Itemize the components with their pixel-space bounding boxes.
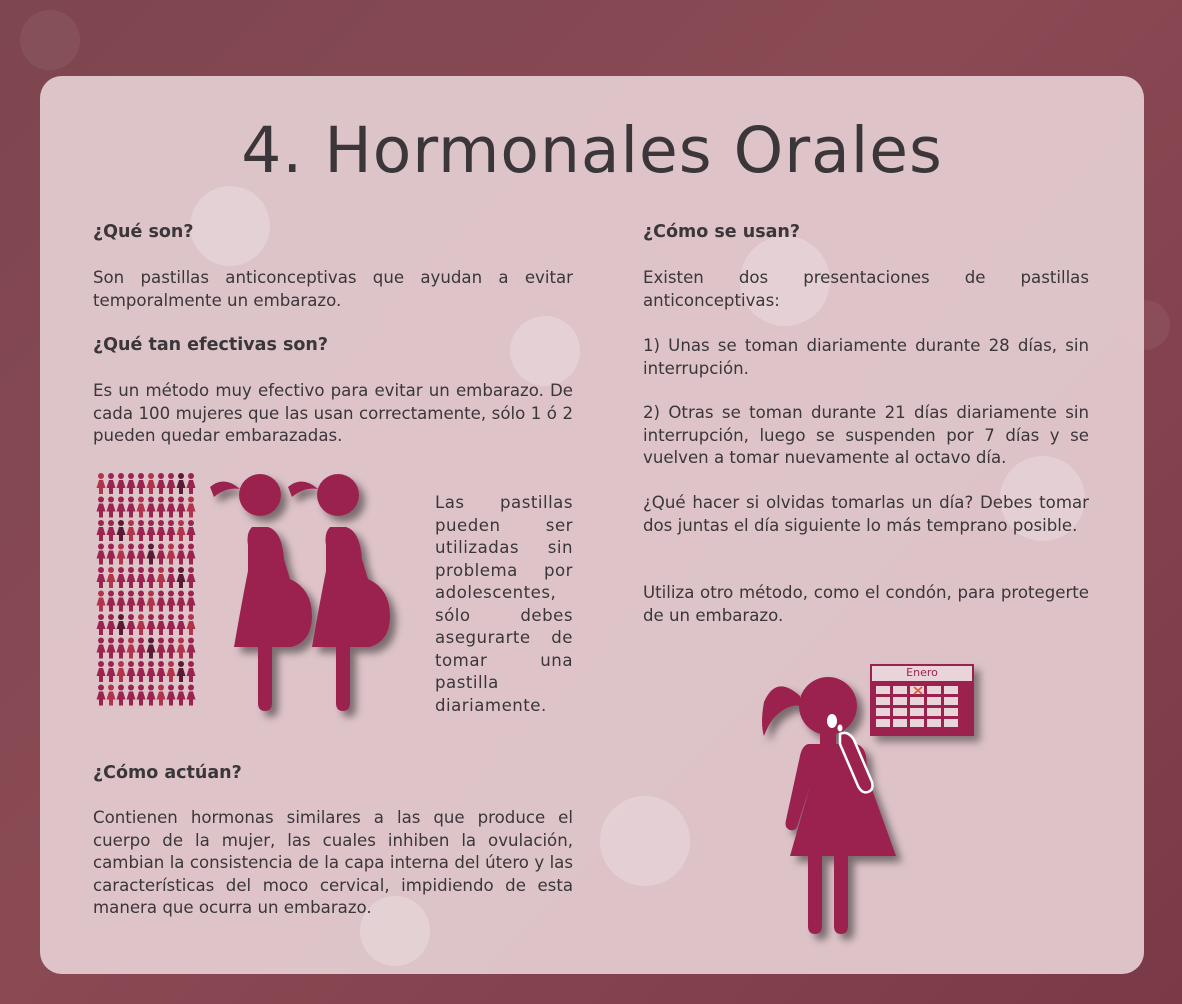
woman-figure: [97, 638, 106, 659]
text-presentaciones: Existen dos presentaciones de pastillas anticonceptivas:: [643, 268, 1089, 310]
woman-figure: [167, 685, 176, 706]
woman-figure: [127, 591, 136, 612]
woman-figure: [117, 544, 126, 565]
woman-figure: [97, 544, 106, 565]
woman-figure: [177, 567, 186, 588]
woman-figure: [107, 520, 116, 541]
woman-figure: [167, 661, 176, 682]
woman-figure: [187, 497, 196, 518]
woman-figure: [177, 497, 186, 518]
woman-figure: [177, 591, 186, 612]
woman-figure: [177, 685, 186, 706]
woman-figure: [167, 520, 176, 541]
woman-figure: [167, 544, 176, 565]
woman-figure: [167, 614, 176, 635]
woman-figure: [127, 544, 136, 565]
text-otro-metodo: Utiliza otro método, como el condón, para protegerte de un embarazo.: [643, 583, 1089, 625]
woman-figure: [107, 544, 116, 565]
woman-figure: [137, 497, 146, 518]
woman-figure: [107, 638, 116, 659]
woman-figure: [157, 638, 166, 659]
woman-figure: [137, 638, 146, 659]
woman-figure: [157, 520, 166, 541]
background-pill: [600, 796, 690, 886]
woman-figure: [107, 661, 116, 682]
woman-figure: [157, 497, 166, 518]
woman-figure: [97, 567, 106, 588]
background-pill: [510, 316, 580, 386]
woman-figure: [127, 638, 136, 659]
heading-efectividad: ¿Qué tan efectivas son?: [93, 335, 329, 355]
woman-figure: [187, 661, 196, 682]
woman-figure: [167, 473, 176, 494]
woman-figure: [117, 497, 126, 518]
woman-figure: [177, 614, 186, 635]
woman-figure: [127, 520, 136, 541]
woman-figure: [107, 685, 116, 706]
woman-figure: [107, 567, 116, 588]
woman-figure: [157, 591, 166, 612]
text-como-actuan: Contienen hormonas similares a las que produce el cuerpo de la mujer, las cuales inhiben la ovulación, cambian la consistencia de la capa interna del útero y las características del moco cervical, impidiendo de esta manera que ocurra un embarazo.: [93, 808, 573, 917]
calendar-month: Enero: [906, 666, 938, 679]
woman-figure: [177, 661, 186, 682]
woman-figure: [167, 497, 176, 518]
text-21-dias: 2) Otras se toman durante 21 días diariamente sin interrupción, luego se suspenden por 7 días y se vuelven a tomar nuevamente al octavo día.: [643, 403, 1089, 467]
adolescentes-note: Las pastillas pueden ser utilizadas sin problema por adolescentes, sólo debes asegurarte de tomar una pastilla diariamente.: [435, 493, 573, 715]
woman-figure: [187, 638, 196, 659]
woman-figure: [147, 544, 156, 565]
woman-figure: [157, 614, 166, 635]
woman-figure: [127, 567, 136, 588]
heading-como-se-usan: ¿Cómo se usan?: [643, 222, 801, 242]
woman-figure: [117, 661, 126, 682]
woman-figure: [137, 473, 146, 494]
woman-figure: [107, 497, 116, 518]
woman-figure: [147, 497, 156, 518]
woman-figure: [157, 685, 166, 706]
woman-figure: [157, 567, 166, 588]
woman-figure: [127, 614, 136, 635]
woman-figure: [137, 614, 146, 635]
woman-figure: [97, 591, 106, 612]
woman-figure: [117, 473, 126, 494]
background-pill: [20, 10, 80, 70]
woman-figure: [157, 661, 166, 682]
women-pictogram: [96, 472, 200, 708]
woman-figure: [147, 638, 156, 659]
woman-figure: [187, 685, 196, 706]
text-28-dias: 1) Unas se toman diariamente durante 28 días, sin interrupción.: [643, 336, 1089, 378]
woman-figure: [117, 520, 126, 541]
woman-figure: [167, 567, 176, 588]
woman-figure: [107, 473, 116, 494]
text-olvido: ¿Qué hacer si olvidas tomarlas un día? Debes tomar dos juntas el día siguiente lo más temprano posible.: [643, 493, 1089, 535]
woman-figure: [127, 661, 136, 682]
woman-figure: [157, 544, 166, 565]
text-que-son: Son pastillas anticonceptivas que ayudan a evitar temporalmente un embarazo.: [93, 268, 573, 310]
woman-figure: [137, 661, 146, 682]
woman-figure: [107, 591, 116, 612]
woman-figure: [137, 520, 146, 541]
woman-figure: [127, 497, 136, 518]
woman-figure: [117, 685, 126, 706]
woman-figure: [137, 544, 146, 565]
woman-figure: [177, 520, 186, 541]
woman-figure: [177, 544, 186, 565]
woman-figure: [137, 685, 146, 706]
woman-figure: [147, 661, 156, 682]
woman-figure: [187, 544, 196, 565]
woman-figure: [157, 473, 166, 494]
woman-figure: [187, 520, 196, 541]
info-panel: [40, 76, 1144, 974]
woman-figure: [177, 638, 186, 659]
woman-figure: [137, 567, 146, 588]
woman-figure: [97, 614, 106, 635]
woman-figure: [147, 591, 156, 612]
woman-figure: [97, 661, 106, 682]
woman-figure: [147, 473, 156, 494]
woman-figure: [127, 685, 136, 706]
woman-figure: [107, 614, 116, 635]
woman-figure: [127, 473, 136, 494]
woman-figure: [97, 497, 106, 518]
woman-figure: [187, 614, 196, 635]
woman-figure: [117, 591, 126, 612]
text-efectividad: Es un método muy efectivo para evitar un embarazo. De cada 100 mujeres que las usan correctamente, sólo 1 ó 2 pueden quedar embarazadas.: [93, 381, 573, 445]
woman-figure: [117, 638, 126, 659]
pregnant-women-icon: [208, 471, 408, 711]
woman-figure: [117, 567, 126, 588]
woman-figure: [167, 638, 176, 659]
background-pill: [190, 186, 270, 266]
woman-figure: [147, 614, 156, 635]
woman-figure: [187, 473, 196, 494]
woman-figure: [147, 567, 156, 588]
heading-que-son: ¿Qué son?: [93, 222, 194, 242]
woman-figure: [147, 685, 156, 706]
woman-figure: [97, 685, 106, 706]
woman-figure: [97, 473, 106, 494]
woman-figure: [187, 591, 196, 612]
woman-figure: [187, 567, 196, 588]
woman-figure: [97, 520, 106, 541]
crying-girl-icon: [756, 674, 896, 936]
page-title: 4. Hormonales Orales: [241, 114, 943, 187]
woman-figure: [167, 591, 176, 612]
heading-como-actuan: ¿Cómo actúan?: [93, 763, 242, 783]
woman-figure: [177, 473, 186, 494]
woman-figure: [137, 591, 146, 612]
woman-figure: [147, 520, 156, 541]
woman-figure: [117, 614, 126, 635]
